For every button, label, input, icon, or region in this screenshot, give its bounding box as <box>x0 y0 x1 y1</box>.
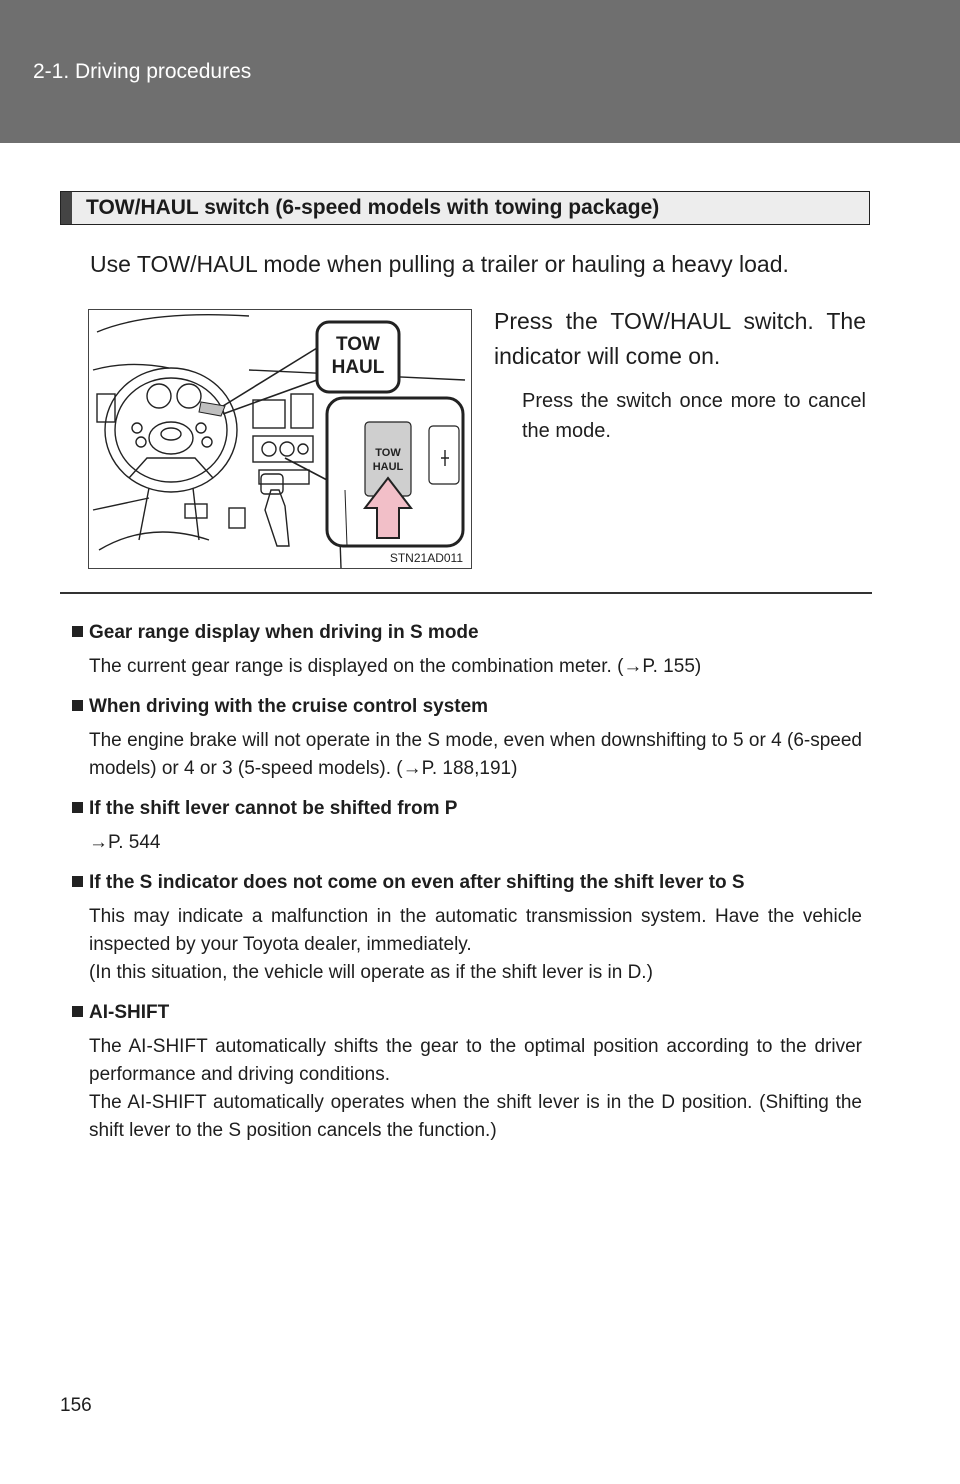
dashboard-drawing <box>89 310 472 569</box>
square-bullet-icon <box>72 802 83 813</box>
square-bullet-icon <box>72 626 83 637</box>
callout-label-line1: TOW <box>336 334 380 355</box>
callout-label-line2: HAUL <box>331 357 385 378</box>
note-heading <box>72 619 862 647</box>
notes-section <box>72 619 862 1157</box>
note-body: The current gear range is displayed on the combination meter. (→P. 155) <box>89 656 702 677</box>
note-item <box>72 693 862 783</box>
note-body-continued: The AI-SHIFT automatically operates when the shift lever is in the D position. (Shifting the shift lever to the S position cancels the function.) <box>89 1092 862 1141</box>
note-item <box>72 999 862 1145</box>
note-heading <box>72 999 862 1027</box>
dashboard-illustration <box>88 309 472 569</box>
section-title: TOW/HAUL switch (6-speed models with towing package) <box>86 196 660 219</box>
note-item <box>72 869 862 987</box>
breadcrumb: 2-1. Driving procedures <box>33 60 252 83</box>
instruction-text: Press the TOW/HAUL switch. The indicator will come on. <box>494 308 866 369</box>
note-heading <box>72 693 862 721</box>
note-body: The AI-SHIFT automatically shifts the gear to the optimal position according to the driver performance and driving conditions. <box>89 1036 862 1085</box>
note-body: The engine brake will not operate in the S mode, even when downshifting to 5 or 4 (6-speed models) or 4 or 3 (5-speed models). (→P. 188,191) <box>89 730 862 779</box>
note-heading-text: Gear range display when driving in S mode <box>89 622 479 643</box>
note-item <box>72 619 862 681</box>
intro-text: Use TOW/HAUL mode when pulling a trailer or hauling a heavy load. <box>90 251 789 277</box>
page-number: 156 <box>60 1395 92 1416</box>
switch-label-line1: TOW <box>375 447 401 459</box>
square-bullet-icon <box>72 700 83 711</box>
square-bullet-icon <box>72 876 83 887</box>
switch-label-line2: HAUL <box>372 461 404 473</box>
note-body: This may indicate a malfunction in the automatic transmission system. Have the vehicle inspected by your Toyota dealer, immediately. <box>89 906 862 955</box>
square-bullet-icon <box>72 1006 83 1017</box>
note-heading-text: AI-SHIFT <box>89 1002 170 1023</box>
page-header <box>0 0 960 143</box>
note-heading-text: When driving with the cruise control system <box>89 696 489 717</box>
section-heading-tab <box>61 192 72 224</box>
instruction-subtext: Press the switch once more to cancel the mode. <box>522 390 866 442</box>
note-item <box>72 795 862 857</box>
note-body-continued: (In this situation, the vehicle will operate as if the shift lever is in D.) <box>89 962 653 983</box>
figure-code: STN21AD011 <box>389 551 463 565</box>
note-heading-text: If the S indicator does not come on even after shifting the shift lever to S <box>89 872 745 893</box>
note-heading-text: If the shift lever cannot be shifted from P <box>89 798 458 819</box>
section-divider <box>60 592 872 594</box>
note-body: →P. 544 <box>89 832 161 853</box>
section-heading-bar <box>60 191 870 225</box>
note-heading <box>72 869 862 897</box>
note-heading <box>72 795 862 823</box>
